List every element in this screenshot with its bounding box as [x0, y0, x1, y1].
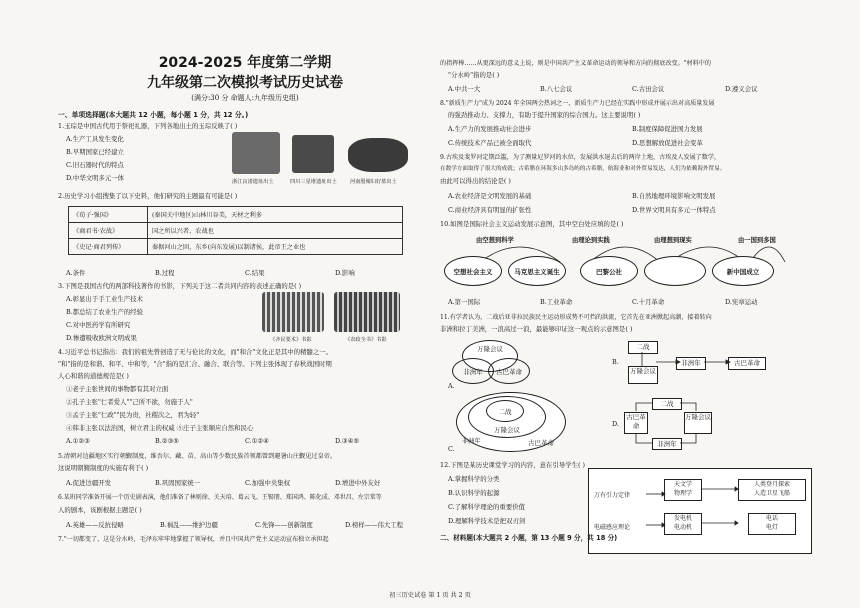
q7-option-a: A.中共一大 — [448, 85, 481, 93]
q4-item-1: ①老子主张世间的事物都有其对立面 — [66, 385, 169, 393]
venn-label-gb: 古巴革命 — [496, 367, 522, 376]
b-box-gb: 古巴革命 — [728, 357, 766, 370]
q2-option-a: A.条件 — [66, 269, 86, 277]
q2-option-b: B.过程 — [155, 269, 175, 277]
q6-option-a: A.英雄——反抗侵略 — [66, 521, 124, 529]
q12-option-a: A.掌握科学的分类 — [448, 475, 500, 483]
q10-option-c: C.十月革命 — [632, 298, 665, 306]
jade-cong-image-1 — [232, 132, 280, 174]
q1-option-d: D.中华文明多元一体 — [66, 174, 125, 182]
c-oval-inner — [486, 400, 524, 422]
flow-node-2: 马克思主义诞生 — [508, 256, 566, 286]
q7-stem: 7."一切都变了，这是分水岭，毛泽东牢牢地掌握了领导权，并且中国共产党主义运动宣布独立承担起 — [58, 536, 329, 543]
q3-caption-2: 《农政全书》书影 — [345, 337, 387, 343]
table-cell: 《史记·商君列传》 — [69, 239, 148, 255]
q6-option-c: C.先锋——创新制度 — [255, 521, 313, 529]
arrow-line — [680, 433, 696, 443]
q8-stem-2: 的强劲推动力、支撑力，有助于提升国家的综合国力。这主要说明( ) — [448, 111, 641, 119]
arrow-head — [662, 523, 665, 527]
q6-stem-2: 人的剧本，该剧根据主题是( ) — [58, 506, 142, 514]
table-row — [69, 223, 403, 239]
section2-heading: 二、材料题(本大题共 2 小题，第 13 小题 9 分，共 18 分) — [440, 534, 618, 542]
flow-label-3: 由理想到现实 — [654, 237, 692, 244]
q4-item-2: ②孔子主张"仁者爱人""己所不欲，勿施于人" — [66, 398, 193, 406]
q9-option-b: B.自然地理环境影响文明发展 — [632, 192, 716, 200]
q4-option-b: B.②③⑤ — [155, 437, 179, 445]
arrow-head — [735, 521, 738, 525]
exam-info: (满分:30 分 命题人:九年级历史组) — [191, 94, 299, 102]
q9-stem-3: 由此可以得出的结论是( ) — [440, 177, 511, 185]
q10-stem: 10.如图是国际社会主义运动发展示意图，其中空白处应填的是( ) — [440, 220, 624, 228]
d-box-fz: 非洲年 — [652, 438, 682, 450]
q7-stem-continued-1: 的指挥棒……从更深远的意义上说，则是中国共产主义革命运动的领导和方向的彻底改变。"材料中的 — [440, 60, 711, 67]
q11-option-d: D. — [612, 420, 619, 428]
table-cell: 《荀子·强国》 — [69, 207, 148, 223]
q9-stem-2: 在数学方面取得了很大的成就；古希腊在环海多山多岛屿的古希腊，航海业和对外贸易发达，人们为依赖海外贸易。 — [440, 166, 726, 172]
q8-stem-1: 8."新质生产力"成为 2024 年全国两会热词之一，新质生产力已经在实践中形成并展示出对高质量发展 — [440, 100, 715, 107]
q4-stem-3: 人心和谐的道德规范是( ) — [58, 372, 129, 380]
q3-stem: 3.下图是我国古代的两部科技著作的书影，下列关于这二者共同内容的表述正确的是( ) — [58, 282, 302, 290]
q12-d5: 发电机 电动机 — [664, 513, 702, 535]
flow-node-3: 巴黎公社 — [580, 256, 638, 286]
q5-option-c: C.加强中央集权 — [245, 479, 291, 487]
q10-option-b: B.工业革命 — [540, 298, 573, 306]
table-row — [69, 239, 403, 255]
q2-option-d: D.影响 — [335, 269, 355, 277]
arrow-head — [662, 492, 665, 496]
q12-arrows — [640, 480, 740, 536]
q7-option-b: B.八七会议 — [540, 85, 573, 93]
q8-option-d: D.思想解放促进社会变革 — [632, 139, 703, 147]
arrow-head — [726, 360, 730, 364]
q5-stem-2: 这说明朝觐制度的实施有利于( ) — [58, 464, 149, 472]
q1-caption-1: 浙江良渚遗址出土 — [232, 179, 274, 185]
q12-d3: 人类登月探索 人造卫星飞船 — [738, 479, 806, 501]
flow-node-blank — [644, 256, 706, 286]
q9-option-c: C.商业经济具有明显的扩张性 — [448, 206, 532, 214]
q5-option-a: A.促进边疆开发 — [66, 479, 111, 487]
q8-option-a: A.生产力的发展推动社会进步 — [448, 125, 532, 133]
q11-stem-2: 非洲和拉丁美洲，一浪高过一浪，最能够印证这一观点的示意图是( ) — [440, 325, 633, 333]
arrow-line — [636, 433, 652, 443]
q5-option-b: B.巩固国家统一 — [155, 479, 201, 487]
jade-cong-image-3 — [348, 138, 408, 172]
flow-label-2: 由理论到实践 — [572, 237, 610, 244]
q4-option-c: C.①②④ — [245, 437, 269, 445]
exam-title-year: 2024-2025 年度第二学期 — [158, 55, 332, 71]
page-footer: 初三历史试卷 第 1 页 共 2 页 — [389, 592, 471, 599]
q1-option-b: B.早期国家已经建立 — [66, 148, 124, 156]
d-box-ez: 二战 — [652, 398, 682, 410]
arrow-line — [680, 403, 696, 411]
q12-d1: 万有引力定律 — [594, 492, 631, 499]
table-cell: 秦据河山之固，东乡(向东发展)以制诸侯，此帝王之业也 — [148, 239, 403, 255]
b-box-wl: 万隆会议 — [628, 366, 658, 384]
q4-item-3: ③孟子主张"仁政""民为贵，社稷次之，君为轻" — [66, 411, 200, 419]
q3-option-b: B.都总结了农业生产的经验 — [66, 308, 144, 316]
q4-stem-2: "和"指的是和谐、和平、中和等，"合"指的是汇合、融合、联合等。下列主张体现了春秋战国时期 — [58, 360, 332, 368]
q3-option-d: D.惨遭吸收欧洲文明成果 — [66, 334, 137, 342]
venn-label-fz: 非洲年 — [463, 367, 483, 376]
q7-stem-continued-2: "分水岭"指的是( ) — [448, 71, 500, 79]
c-label-fz: 非洲年 — [462, 438, 481, 445]
b-box-ez: 二战 — [628, 341, 658, 354]
q9-option-a: A.农业经济是文明发展的基础 — [448, 192, 532, 200]
venn-circle-gb — [488, 358, 530, 384]
q2-option-c: C.结果 — [245, 269, 265, 277]
q11-option-b: B. — [612, 358, 619, 366]
q3-caption-1: 《齐民要术》书影 — [270, 337, 312, 343]
section1-heading: 一、单项选择题(本大题共 12 小题，每小题 1 分，共 12 分。) — [58, 111, 249, 119]
q12-d2: 天文学 物理学 — [664, 479, 702, 501]
flow-node-1: 空想社会主义 — [444, 256, 502, 286]
q8-option-c: C.传统技术产品已被全面取代 — [448, 139, 532, 147]
q11-option-a: A. — [448, 382, 455, 390]
q8-option-b: B.制度保障促进国力发展 — [632, 125, 703, 133]
q12-d6: 电话 电灯 — [748, 513, 796, 535]
table-cell: 《商君书·农战》 — [69, 223, 148, 239]
book-image-2 — [334, 292, 400, 332]
arrow-head — [676, 360, 680, 364]
q4-option-a: A.①②③ — [66, 437, 90, 445]
q1-caption-2: 四川三星堆遗址出土 — [290, 179, 337, 185]
c-label-wl: 万隆会议 — [494, 426, 520, 434]
d-box-wl: 万隆会议 — [684, 412, 712, 434]
d-box-gb: 古巴革命 — [624, 412, 648, 434]
book-image-1 — [262, 292, 324, 332]
q12-option-c: C.了解科学理论的重要价值 — [448, 503, 525, 511]
q6-option-d: D.榜样——伟大工程 — [345, 521, 404, 529]
flow-label-4: 由一国到多国 — [738, 237, 776, 244]
table-cell: 国之所以兴者，农战也 — [148, 223, 403, 239]
q2-stem: 2.历史学习小组搜集了以下史料，他们研究的主题最有可能是( ) — [58, 192, 238, 200]
q12-d4: 电磁感应理论 — [594, 524, 631, 531]
arrow-head — [735, 487, 738, 491]
q6-stem-1: 6.某班同学准备开展一个历史剧表演，他们准备了林则徐、关天培、葛云飞、王锡朋、郑国鸿、陈化成、邓世昌、左宗棠等 — [58, 494, 382, 501]
q11-option-c: C. — [448, 445, 455, 453]
table-cell: (秦国关中地区)山林川谷美，天材之利多 — [148, 207, 403, 223]
c-label-ez: 二战 — [498, 407, 512, 416]
q7-option-c: C.古田会议 — [632, 85, 665, 93]
q3-option-c: C.对中医药学有所研究 — [66, 321, 131, 329]
q1-stem: 1.玉琮是中国古代用于祭祀礼器，下列各地出土的玉琮反映了( ) — [58, 122, 238, 130]
q4-option-d: D.③④⑤ — [335, 437, 360, 445]
q1-option-c: C.旧石器时代的特点 — [66, 161, 124, 169]
q10-option-a: A.第一国际 — [448, 298, 481, 306]
q1-caption-3: 河南殷墟妇好墓出土 — [350, 179, 397, 185]
flow-node-5: 新中国成立 — [712, 256, 774, 286]
q1-option-a: A.生产工具发生变化 — [66, 135, 124, 143]
q12-stem: 12.下图是某历史课堂学习的内容，意在引导学生( ) — [440, 461, 585, 469]
c-label-gb: 古巴革命 — [528, 439, 554, 447]
q12-option-d: D.理解科学技术是把双刃剑 — [448, 517, 526, 525]
q6-option-b: B.祸乱——维护边疆 — [160, 521, 218, 529]
q4-item-4: ④韩非主张以法治国，树立君主的权威 ⑤庄子主张顺应自然和民心 — [66, 424, 254, 432]
q9-option-d: D.世界文明具有多元一体特点 — [632, 206, 716, 214]
q4-stem-1: 4.习近平总书记指出：我们的祖先曾创造了无与伦比的文化，而"和合"文化正是其中的精髓之一。 — [58, 348, 332, 356]
jade-cong-image-2 — [292, 135, 334, 173]
q9-stem-1: 9.古埃及斐罗河定期泛滥，为了测量尼罗河的水位，发展洪水退去后的两岸土地，古埃及人发展了数学， — [440, 154, 721, 161]
arrow-line — [636, 403, 652, 411]
flow-label-1: 由空想到科学 — [476, 237, 514, 244]
b-arrows — [620, 340, 780, 390]
exam-title: 九年级第二次模拟考试历史试卷 — [147, 75, 343, 91]
q3-option-a: A.彰显出于手工业生产技术 — [66, 295, 143, 303]
q12-option-b: B.认识科学的起源 — [448, 489, 500, 497]
table-row — [69, 207, 403, 223]
q10-option-d: D.宪章运动 — [725, 298, 758, 306]
q11-stem-1: 11.有学者认为，二战后亚非拉民族民主运动形成势不可挡的洪流，它首先在亚洲掀起高潮，接着转向 — [440, 314, 712, 321]
venn-label-wanlong: 万隆会议 — [477, 345, 503, 353]
q5-option-d: D.增进中外友好 — [335, 479, 381, 487]
q7-option-d: D.遵义会议 — [725, 85, 758, 93]
b-box-fz: 非洲年 — [676, 357, 706, 370]
d-arrows — [622, 395, 718, 453]
q5-stem-1: 5.清朝对边疆地区实行朝觐制度，维吾尔、藏、苗、高山等少数民族首领都曾到避暑山庄觐见过皇帝。 — [58, 453, 337, 460]
q2-source-table — [68, 206, 403, 255]
